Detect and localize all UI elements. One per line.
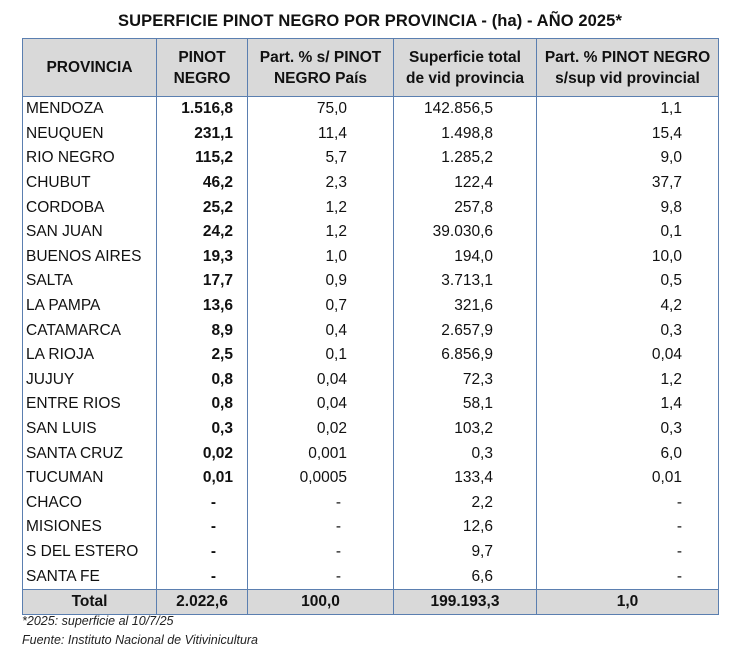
cell-part-pais: 0,04 — [248, 392, 394, 417]
cell-part-prov: 1,2 — [537, 368, 719, 393]
cell-sup-total: 1.498,8 — [394, 122, 537, 147]
cell-provincia: LA RIOJA — [23, 343, 157, 368]
cell-part-prov: 1,1 — [537, 97, 719, 122]
cell-part-prov: 1,4 — [537, 392, 719, 417]
table-title: SUPERFICIE PINOT NEGRO POR PROVINCIA - (ha) - AÑO 2025* — [118, 12, 622, 30]
cell-provincia: LA PAMPA — [23, 294, 157, 319]
cell-part-pais: - — [248, 564, 394, 589]
cell-part-pais: 75,0 — [248, 97, 394, 122]
cell-sup-total: 257,8 — [394, 195, 537, 220]
header-pinot-negro — [157, 39, 248, 97]
cell-part-prov: 0,04 — [537, 343, 719, 368]
cell-sup-total: 2,2 — [394, 491, 537, 516]
total-part-pais: 100,0 — [248, 589, 394, 614]
cell-provincia: S DEL ESTERO — [23, 540, 157, 565]
cell-part-prov: 15,4 — [537, 122, 719, 147]
table-row — [23, 245, 719, 270]
table-row — [23, 441, 719, 466]
cell-part-pais: 0,7 — [248, 294, 394, 319]
cell-sup-total: 72,3 — [394, 368, 537, 393]
header-sup-total-line1: Superficie total — [409, 48, 521, 66]
cell-provincia: SANTA FE — [23, 564, 157, 589]
cell-part-prov: 9,8 — [537, 195, 719, 220]
header-pinot-negro-line1: PINOT — [178, 48, 226, 66]
cell-sup-total: 6,6 — [394, 564, 537, 589]
cell-sup-total: 103,2 — [394, 417, 537, 442]
cell-sup-total: 122,4 — [394, 171, 537, 196]
cell-provincia: SALTA — [23, 269, 157, 294]
cell-pinot-negro: 25,2 — [157, 195, 248, 220]
cell-pinot-negro: 13,6 — [157, 294, 248, 319]
cell-part-prov: 0,1 — [537, 220, 719, 245]
cell-part-pais: - — [248, 491, 394, 516]
table-row — [23, 392, 719, 417]
table-row — [23, 491, 719, 516]
cell-pinot-negro: - — [157, 491, 248, 516]
cell-part-pais: - — [248, 515, 394, 540]
cell-provincia: NEUQUEN — [23, 122, 157, 147]
cell-part-pais: 0,4 — [248, 318, 394, 343]
cell-part-pais: 5,7 — [248, 146, 394, 171]
cell-part-prov: - — [537, 564, 719, 589]
table-row — [23, 540, 719, 565]
cell-pinot-negro: 0,8 — [157, 392, 248, 417]
cell-sup-total: 2.657,9 — [394, 318, 537, 343]
table-row — [23, 195, 719, 220]
header-sup-total — [394, 39, 537, 97]
header-row — [23, 39, 719, 97]
cell-sup-total: 39.030,6 — [394, 220, 537, 245]
cell-provincia: SANTA CRUZ — [23, 441, 157, 466]
cell-pinot-negro: 231,1 — [157, 122, 248, 147]
cell-sup-total: 133,4 — [394, 466, 537, 491]
cell-sup-total: 0,3 — [394, 441, 537, 466]
cell-sup-total: 3.713,1 — [394, 269, 537, 294]
cell-pinot-negro: 17,7 — [157, 269, 248, 294]
cell-provincia: BUENOS AIRES — [23, 245, 157, 270]
cell-pinot-negro: 115,2 — [157, 146, 248, 171]
table-footer — [23, 589, 719, 614]
cell-part-prov: 10,0 — [537, 245, 719, 270]
cell-provincia: CATAMARCA — [23, 318, 157, 343]
header-part-pais-line2: NEGRO País — [273, 69, 368, 87]
cell-part-pais: 0,1 — [248, 343, 394, 368]
table-row — [23, 343, 719, 368]
cell-part-prov: - — [537, 540, 719, 565]
table-row — [23, 97, 719, 122]
cell-sup-total: 6.856,9 — [394, 343, 537, 368]
cell-provincia: SAN LUIS — [23, 417, 157, 442]
cell-part-prov: 37,7 — [537, 171, 719, 196]
cell-sup-total: 1.285,2 — [394, 146, 537, 171]
cell-sup-total: 9,7 — [394, 540, 537, 565]
cell-pinot-negro: - — [157, 540, 248, 565]
table-row — [23, 466, 719, 491]
table-row — [23, 146, 719, 171]
cell-provincia: TUCUMAN — [23, 466, 157, 491]
cell-pinot-negro: 0,3 — [157, 417, 248, 442]
cell-pinot-negro: 0,01 — [157, 466, 248, 491]
cell-pinot-negro: 24,2 — [157, 220, 248, 245]
header-provincia — [23, 39, 157, 97]
table-row — [23, 318, 719, 343]
total-row — [23, 589, 719, 614]
header-part-pais-line1: Part. % s/ PINOT — [259, 48, 382, 66]
table-row — [23, 269, 719, 294]
cell-pinot-negro: 0,02 — [157, 441, 248, 466]
cell-part-prov: - — [537, 515, 719, 540]
cell-pinot-negro: 2,5 — [157, 343, 248, 368]
header-pinot-negro-line2: NEGRO — [173, 69, 231, 87]
total-sup-total: 199.193,3 — [394, 589, 537, 614]
cell-sup-total: 12,6 — [394, 515, 537, 540]
cell-pinot-negro: 0,8 — [157, 368, 248, 393]
cell-pinot-negro: - — [157, 515, 248, 540]
cell-part-prov: 0,3 — [537, 318, 719, 343]
cell-pinot-negro: 8,9 — [157, 318, 248, 343]
cell-part-pais: 1,2 — [248, 195, 394, 220]
total-pinot-negro: 2.022,6 — [157, 589, 248, 614]
cell-part-pais: 0,001 — [248, 441, 394, 466]
cell-part-pais: 11,4 — [248, 122, 394, 147]
pinot-negro-table — [22, 38, 719, 615]
footnote-date: *2025: superficie al 10/7/25 — [22, 614, 174, 628]
table-body — [23, 97, 719, 590]
header-provincia-label: PROVINCIA — [46, 59, 133, 76]
header-part-prov-line2: s/sup vid provincial — [555, 69, 700, 87]
cell-provincia: MISIONES — [23, 515, 157, 540]
table-row — [23, 122, 719, 147]
header-sup-total-line2: de vid provincia — [405, 69, 524, 87]
cell-sup-total: 58,1 — [394, 392, 537, 417]
cell-part-pais: 0,02 — [248, 417, 394, 442]
cell-part-prov: 6,0 — [537, 441, 719, 466]
table-row — [23, 220, 719, 245]
table-row — [23, 368, 719, 393]
cell-part-prov: 0,3 — [537, 417, 719, 442]
header-part-pais — [248, 39, 394, 97]
table-row — [23, 171, 719, 196]
table-row — [23, 564, 719, 589]
cell-part-pais: 0,0005 — [248, 466, 394, 491]
table-row — [23, 515, 719, 540]
header-part-prov-line1: Part. % PINOT NEGRO — [544, 48, 711, 66]
cell-pinot-negro: 46,2 — [157, 171, 248, 196]
total-label: Total — [23, 589, 157, 614]
cell-part-pais: - — [248, 540, 394, 565]
cell-provincia: RIO NEGRO — [23, 146, 157, 171]
header-part-prov — [537, 39, 719, 97]
cell-sup-total: 321,6 — [394, 294, 537, 319]
cell-part-pais: 0,04 — [248, 368, 394, 393]
total-part-prov: 1,0 — [537, 589, 719, 614]
cell-provincia: CHACO — [23, 491, 157, 516]
cell-provincia: CORDOBA — [23, 195, 157, 220]
cell-provincia: JUJUY — [23, 368, 157, 393]
cell-provincia: MENDOZA — [23, 97, 157, 122]
cell-part-pais: 1,0 — [248, 245, 394, 270]
cell-sup-total: 142.856,5 — [394, 97, 537, 122]
cell-part-prov: - — [537, 491, 719, 516]
cell-part-prov: 0,5 — [537, 269, 719, 294]
table-row — [23, 417, 719, 442]
footnote-source: Fuente: Instituto Nacional de Vitivinicultura — [22, 633, 259, 647]
cell-part-prov: 0,01 — [537, 466, 719, 491]
cell-provincia: CHUBUT — [23, 171, 157, 196]
cell-provincia: ENTRE RIOS — [23, 392, 157, 417]
cell-pinot-negro: 19,3 — [157, 245, 248, 270]
cell-part-prov: 4,2 — [537, 294, 719, 319]
cell-pinot-negro: - — [157, 564, 248, 589]
cell-part-pais: 0,9 — [248, 269, 394, 294]
cell-pinot-negro: 1.516,8 — [157, 97, 248, 122]
cell-provincia: SAN JUAN — [23, 220, 157, 245]
table-header — [23, 39, 719, 97]
cell-part-pais: 1,2 — [248, 220, 394, 245]
table-row — [23, 294, 719, 319]
cell-part-pais: 2,3 — [248, 171, 394, 196]
cell-sup-total: 194,0 — [394, 245, 537, 270]
cell-part-prov: 9,0 — [537, 146, 719, 171]
